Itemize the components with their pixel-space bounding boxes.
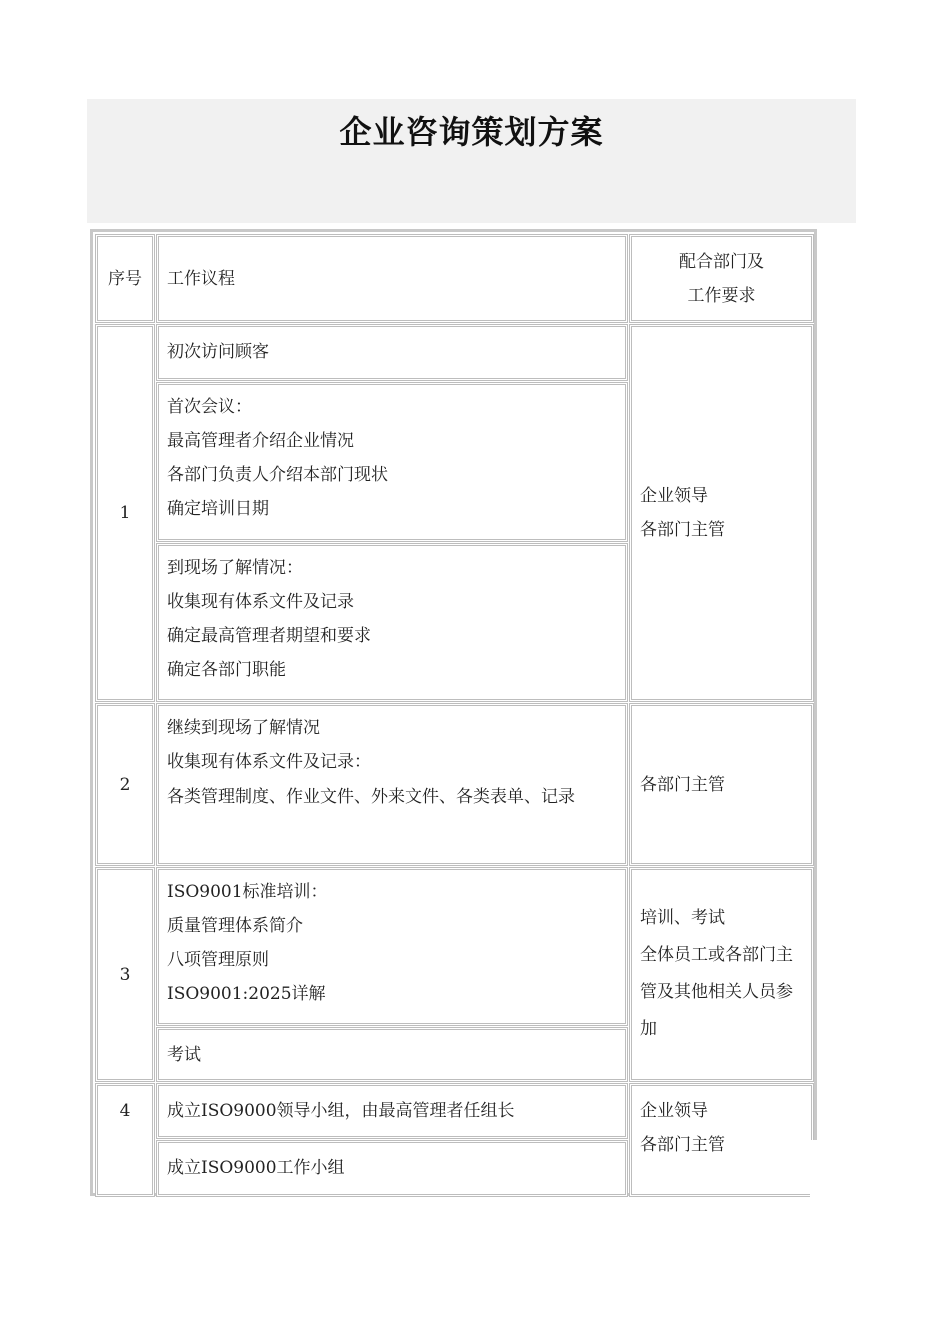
row1-item1: [156, 324, 628, 381]
row1-dept-line2: 各部门主管: [640, 520, 725, 540]
row1-item2-line1: 首次会议：: [167, 397, 252, 417]
header-agenda-label: 工作议程: [167, 268, 235, 289]
row4-item1: [156, 1083, 628, 1139]
row1-item2-line4: 确定培训日期: [167, 499, 269, 519]
row1-item3-line2: 收集现有体系文件及记录: [167, 592, 354, 612]
row2-seq-value: 2: [119, 774, 131, 795]
header-dept: [629, 234, 814, 323]
row3-dept-line1: 培训、考试: [640, 908, 725, 928]
row2-dept: [629, 703, 814, 866]
row2-item1-line2: 收集现有体系文件及记录：: [167, 752, 371, 772]
row4-dept: [629, 1083, 814, 1197]
row3-item1-line4: ISO9001:2025详解: [167, 984, 326, 1004]
header-agenda: [156, 234, 628, 323]
row1-item3-line3: 确定最高管理者期望和要求: [167, 626, 371, 646]
row3-dept-line2: 全体员工或各部门主管及其他相关人员参加: [640, 945, 793, 1039]
row4-seq-value: 4: [119, 1101, 131, 1121]
row2-dept-line1: 各部门主管: [640, 774, 725, 795]
row3-item1-line1: ISO9001标准培训：: [167, 882, 328, 902]
header-dept-line2: 工作要求: [687, 285, 756, 306]
row4-dept-line1: 企业领导: [640, 1101, 708, 1121]
header-dept-line1: 配合部门及: [679, 251, 764, 272]
row2-item1: [156, 703, 628, 866]
row3-item1-line3: 八项管理原则: [167, 950, 269, 970]
row1-item2-line3: 各部门负责人介绍本部门现状: [167, 465, 388, 485]
row3-item2: [156, 1027, 628, 1082]
row1-item1-line1: 初次访问顾客: [167, 342, 269, 362]
row1-dept-line1: 企业领导: [640, 486, 708, 506]
row3-item2-line1: 考试: [167, 1045, 201, 1065]
page-cutoff-mask: [810, 1140, 830, 1200]
row4-item2-line1: 成立ISO9000工作小组: [167, 1158, 345, 1178]
document-title: 企业咨询策划方案: [339, 113, 604, 151]
row4-seq: [95, 1083, 155, 1197]
row1-item3-line1: 到现场了解情况：: [167, 558, 303, 578]
row1-seq-value: 1: [119, 503, 131, 523]
plan-table: [90, 229, 817, 1196]
row4-item1-line1: 成立ISO9000领导小组，由最高管理者任组长: [167, 1101, 515, 1121]
row1-item2: [156, 382, 628, 542]
row2-item1-line3: 各类管理制度、作业文件、外来文件、各类表单、记录: [167, 787, 575, 807]
row3-seq: [95, 867, 155, 1082]
row4-dept-line2: 各部门主管: [640, 1135, 725, 1155]
row3-dept: [629, 867, 814, 1082]
row1-item3-line4: 确定各部门职能: [167, 660, 286, 680]
header-seq: [95, 234, 155, 323]
row2-seq: [95, 703, 155, 866]
row3-seq-value: 3: [119, 964, 131, 985]
title-band: [87, 99, 856, 223]
row1-seq: [95, 324, 155, 702]
row3-item1: [156, 867, 628, 1026]
row1-dept: [629, 324, 814, 702]
row1-item3: [156, 543, 628, 702]
row2-item1-line1: 继续到现场了解情况: [167, 718, 320, 738]
header-seq-label: 序号: [108, 268, 142, 289]
row1-item2-line2: 最高管理者介绍企业情况: [167, 431, 354, 451]
row4-item2: [156, 1140, 628, 1197]
row3-item1-line2: 质量管理体系简介: [167, 916, 303, 936]
